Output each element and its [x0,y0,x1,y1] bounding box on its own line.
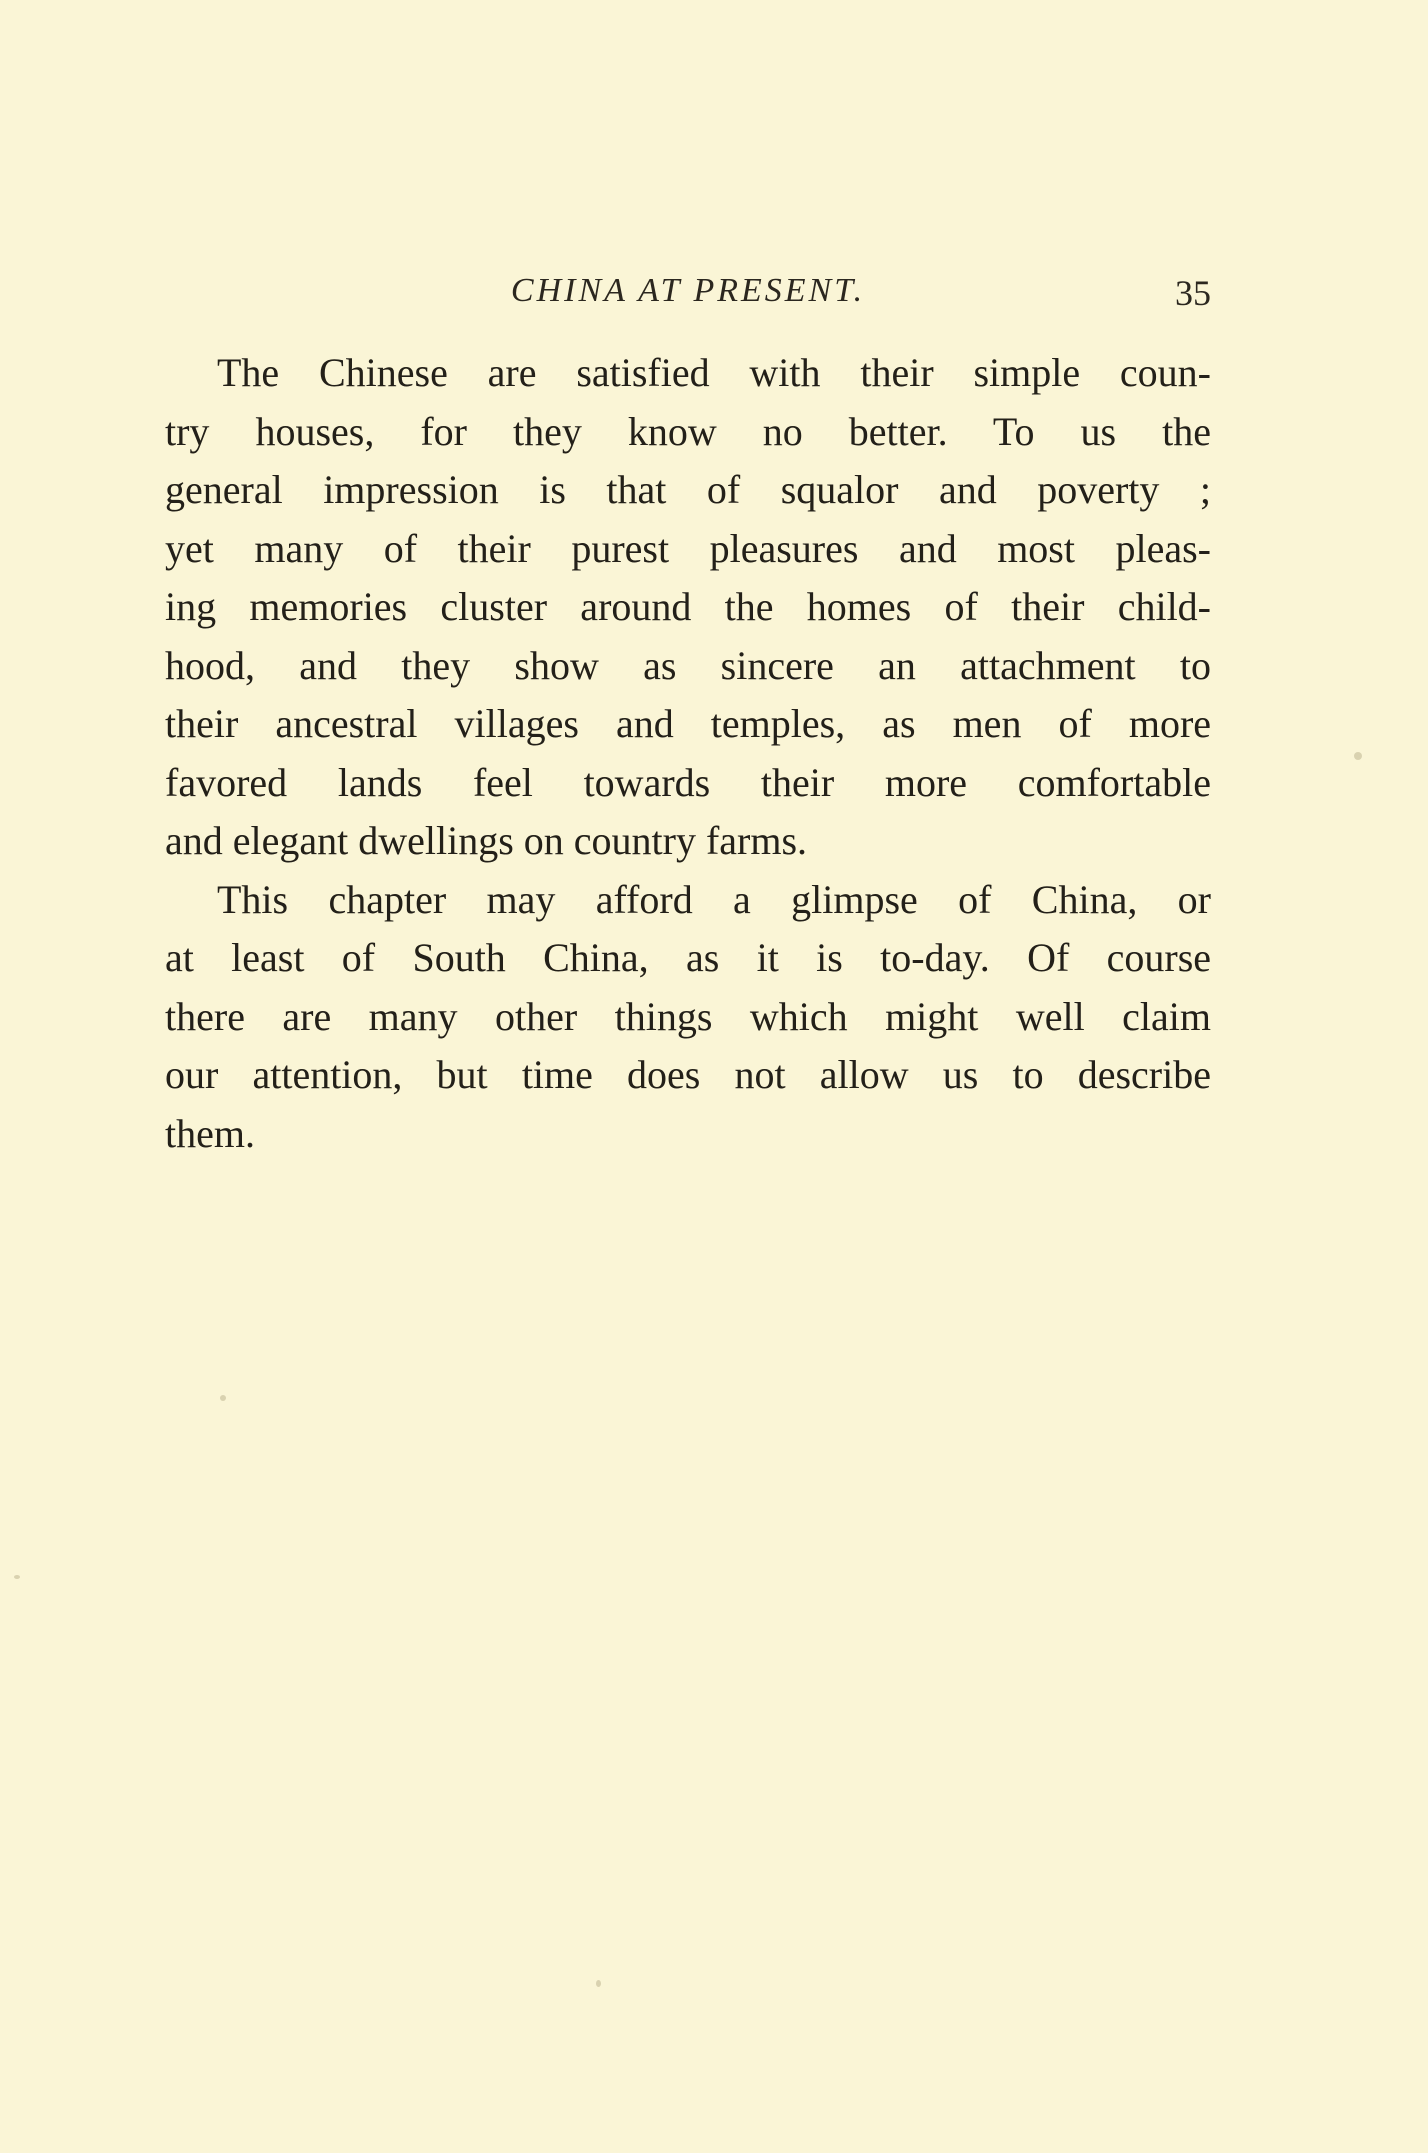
text-line: them. [165,1110,255,1156]
paragraph-1 [165,344,1211,871]
paper-speck [220,1395,226,1401]
body-text [165,344,1211,1163]
text-line: ing memories cluster around the homes of their child- [165,584,1212,629]
text-line: there are many other things which might well claim [165,993,1212,1039]
paper-speck [1354,752,1362,760]
paper-speck [596,1980,601,1987]
text-line: at least of South China, as it is to-day. Of course [165,935,1212,980]
page-number: 35 [1175,273,1211,313]
text-line: and elegant dwellings on country farms. [165,818,808,863]
running-head [165,272,1211,322]
running-title: CHINA AT PRESENT. [510,272,866,309]
text-line: try houses, for they know no better. To us the [165,408,1212,454]
text-line: favored lands feel towards their more comfortable [165,759,1211,805]
text-line: yet many of their purest pleasures and most pleas- [165,525,1211,571]
text-line: The Chinese are satisfied with their simple coun- [217,350,1212,395]
paragraph-2 [165,871,1211,1164]
text-line: hood, and they show as sincere an attachment to [165,642,1211,688]
text-line: This chapter may afford a glimpse of China, or [217,876,1211,922]
text-line: general impression is that of squalor and poverty ; [165,467,1212,512]
text-line: their ancestral villages and temples, as men of more [165,701,1212,746]
text-line: our attention, but time does not allow us to describe [165,1052,1211,1097]
paper-speck [14,1575,20,1579]
